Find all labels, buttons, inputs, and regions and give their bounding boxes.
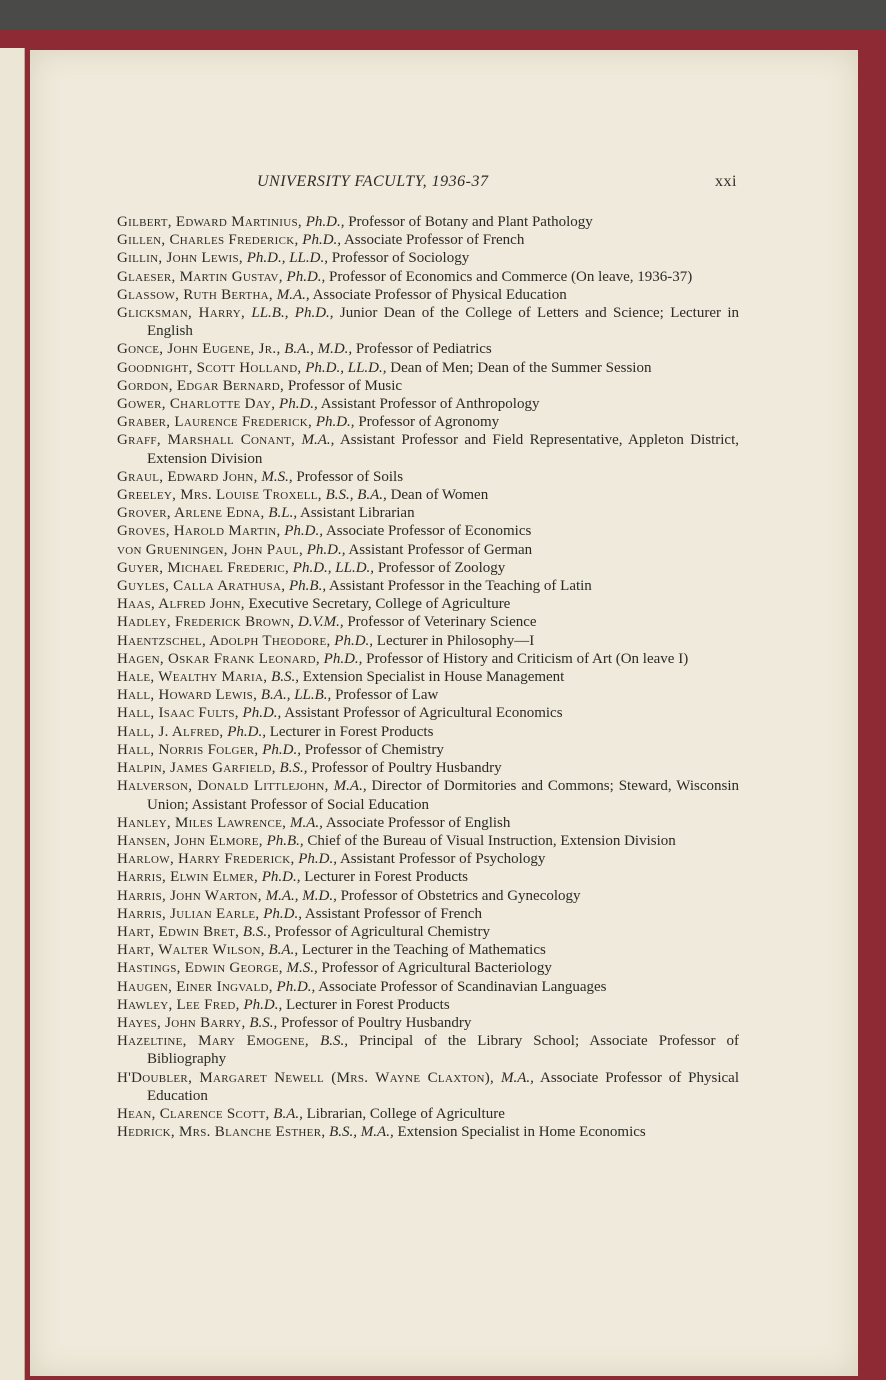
faculty-degree: Ph.B., <box>266 832 304 849</box>
faculty-degree: Ph.B., <box>289 578 327 595</box>
faculty-entry <box>117 632 739 650</box>
faculty-entry <box>117 577 739 595</box>
running-header <box>257 173 737 191</box>
faculty-entry <box>117 850 739 868</box>
faculty-position: Dean of Women <box>390 487 489 504</box>
faculty-name: Haas, Alfred John, <box>117 596 245 613</box>
faculty-position: Lecturer in Forest Products <box>269 723 434 740</box>
faculty-position: Principal of the Library School; Associate Professor of Bibliography <box>147 1033 740 1068</box>
faculty-name: H'Doubler, Margaret Newell (Mrs. Wayne Claxton), <box>117 1069 495 1086</box>
faculty-entry <box>117 832 739 850</box>
faculty-name: Gillen, Charles Frederick, <box>117 232 299 249</box>
faculty-position: Lecturer in Forest Products <box>285 996 450 1013</box>
faculty-name: Guyer, Michael Frederic, <box>117 559 290 576</box>
faculty-entry <box>117 650 739 668</box>
faculty-name: Gilbert, Edward Martinius, <box>117 214 302 230</box>
faculty-position: Professor of Veterinary Science <box>347 614 537 631</box>
faculty-position: Associate Professor of Physical Education <box>312 286 567 303</box>
faculty-degree: Ph.D., <box>306 541 346 558</box>
faculty-position: Director of Dormitories and Commons; Steward, Wisconsin Union; Assistant Professor of Social Education <box>147 778 740 813</box>
faculty-degree: Ph.D., <box>227 723 266 740</box>
faculty-name: Hawley, Lee Fred, <box>117 996 240 1013</box>
faculty-position: Professor of Music <box>287 377 403 394</box>
faculty-name: Halpin, James Garfield, <box>117 760 276 777</box>
faculty-entry <box>117 413 739 431</box>
faculty-degree: M.S., <box>261 468 293 485</box>
faculty-entry <box>117 468 739 486</box>
faculty-name: Harris, Julian Earle, <box>117 905 260 922</box>
faculty-name: Harlow, Harry Frederick, <box>117 851 295 868</box>
faculty-degree: B.S., <box>242 923 271 940</box>
faculty-entry <box>117 905 739 923</box>
faculty-position: Professor of Agricultural Bacteriology <box>321 960 552 977</box>
faculty-entry <box>117 231 739 249</box>
faculty-degree: Ph.D., <box>242 705 282 722</box>
faculty-entry <box>117 759 739 777</box>
faculty-name: Hale, Wealthy Maria, <box>117 669 268 686</box>
faculty-entry <box>117 1069 739 1105</box>
faculty-name: Hadley, Frederick Brown, <box>117 614 295 631</box>
faculty-entry <box>117 923 739 941</box>
faculty-degree: B.S., <box>249 1014 278 1031</box>
faculty-name: Graff, Marshall Conant, <box>117 432 296 449</box>
faculty-position: Professor of Soils <box>296 468 404 485</box>
faculty-name: Hean, Clarence Scott, <box>117 1105 270 1122</box>
faculty-name: Hastings, Edwin George, <box>117 960 283 977</box>
faculty-position: Associate Professor of Economics <box>325 523 532 540</box>
faculty-entry <box>117 868 739 886</box>
faculty-position: Chief of the Bureau of Visual Instruction, Extension Division <box>307 832 676 849</box>
faculty-entry <box>117 814 739 832</box>
faculty-name: Haentzschel, Adolph Theodore, <box>117 632 331 649</box>
faculty-entry <box>117 522 739 540</box>
page-title: UNIVERSITY FACULTY, 1936-37 <box>257 173 489 190</box>
faculty-degree: B.L., <box>268 505 298 522</box>
faculty-degree: Ph.D., <box>243 996 283 1013</box>
faculty-entry <box>117 996 739 1014</box>
faculty-degree: Ph.D., <box>302 232 342 249</box>
faculty-entry <box>117 249 739 267</box>
faculty-name: Glaeser, Martin Gustav, <box>117 268 283 285</box>
faculty-position: Professor of Poultry Husbandry <box>281 1014 472 1031</box>
faculty-position: Assistant Professor of German <box>348 541 533 558</box>
faculty-name: Goodnight, Scott Holland, <box>117 359 302 376</box>
faculty-position: Assistant Professor of Psychology <box>339 851 546 868</box>
faculty-degree: B.A., <box>273 1105 303 1122</box>
faculty-degree: Ph.D., <box>261 869 301 886</box>
faculty-name: Hazeltine, Mary Emogene, <box>117 1033 309 1050</box>
faculty-degree: Ph.D., <box>315 414 355 431</box>
faculty-position: Professor of Agronomy <box>358 414 500 431</box>
faculty-position: Professor of History and Criticism of Art (On leave I) <box>366 650 689 667</box>
faculty-entry <box>117 723 739 741</box>
faculty-degree: M.A., <box>301 432 335 449</box>
faculty-position: Professor of Pediatrics <box>355 341 492 358</box>
faculty-name: Hart, Walter Wilson, <box>117 942 265 959</box>
left-page-edge <box>0 48 25 1380</box>
faculty-name: Gower, Charlotte Day, <box>117 396 276 413</box>
faculty-name: Graul, Edward John, <box>117 468 258 485</box>
faculty-name: Hall, J. Alfred, <box>117 723 224 740</box>
faculty-degree: Ph.D., LL.D., <box>292 559 375 576</box>
faculty-entry <box>117 1123 739 1141</box>
faculty-entry <box>117 941 739 959</box>
faculty-name: Halverson, Donald Littlejohn, <box>117 778 329 795</box>
faculty-degree: Ph.D., <box>284 523 323 540</box>
faculty-name: Glassow, Ruth Bertha, <box>117 286 273 303</box>
faculty-name: Gillin, John Lewis, <box>117 250 243 267</box>
faculty-degree: Ph.D., <box>334 632 374 649</box>
page-number: xxi <box>715 173 737 190</box>
faculty-name: Gonce, John Eugene, Jr., <box>117 341 281 358</box>
faculty-position: Assistant Professor of French <box>304 905 482 922</box>
faculty-name: Graber, Laurence Frederick, <box>117 414 313 431</box>
faculty-position: Professor of Poultry Husbandry <box>311 760 502 777</box>
faculty-name: Grover, Arlene Edna, <box>117 505 265 522</box>
faculty-position: Associate Professor of English <box>325 814 511 831</box>
faculty-entry <box>117 504 739 522</box>
faculty-degree: B.S., <box>271 669 299 686</box>
faculty-name: von Grueningen, John Paul, <box>117 541 303 558</box>
faculty-position: Professor of Zoology <box>377 559 506 576</box>
faculty-entry <box>117 777 739 813</box>
faculty-position: Professor of Economics and Commerce (On leave, 1936-37) <box>329 268 693 285</box>
faculty-entry <box>117 1105 739 1123</box>
faculty-entry <box>117 704 739 722</box>
faculty-name: Harris, Elwin Elmer, <box>117 869 259 886</box>
faculty-entry <box>117 613 739 631</box>
faculty-entry <box>117 595 739 613</box>
faculty-position: Extension Specialist in House Management <box>302 669 565 686</box>
faculty-name: Hart, Edwin Bret, <box>117 923 240 940</box>
faculty-name: Hedrick, Mrs. Blanche Esther, <box>117 1124 326 1141</box>
faculty-position: Assistant Professor of Agricultural Economics <box>284 705 563 722</box>
faculty-degree: M.A., <box>276 286 310 303</box>
faculty-position: Professor of Sociology <box>331 250 470 267</box>
faculty-degree: Ph.D., <box>286 268 326 285</box>
faculty-position: Associate Professor of Physical Education <box>147 1069 740 1104</box>
faculty-entry <box>117 431 739 467</box>
faculty-degree: LL.B., Ph.D., <box>251 305 334 322</box>
faculty-degree: Ph.D., <box>298 851 337 868</box>
faculty-degree: B.A., <box>268 942 299 959</box>
faculty-position: Professor of Agricultural Chemistry <box>274 923 490 940</box>
faculty-position: Dean of Men; Dean of the Summer Session <box>390 359 652 376</box>
faculty-degree: Ph.D., <box>323 650 363 667</box>
faculty-entry <box>117 1032 739 1068</box>
faculty-position: Assistant Professor of Anthropology <box>320 396 540 413</box>
faculty-degree: M.A., <box>289 814 323 831</box>
faculty-position: Lecturer in the Teaching of Mathematics <box>301 942 546 959</box>
faculty-entry <box>117 304 739 340</box>
faculty-degree: M.A., <box>501 1069 534 1086</box>
faculty-degree: D.V.M., <box>298 614 344 631</box>
faculty-entry <box>117 395 739 413</box>
faculty-name: Harris, John Warton, <box>117 887 262 904</box>
faculty-name: Hall, Norris Folger, <box>117 741 259 758</box>
faculty-entry <box>117 559 739 577</box>
faculty-position: Lecturer in Forest Products <box>304 869 468 886</box>
faculty-entry <box>117 959 739 977</box>
faculty-degree: Ph.D., <box>262 741 301 758</box>
faculty-entry <box>117 340 739 358</box>
faculty-entry <box>117 887 739 905</box>
faculty-degree: B.S., <box>320 1033 348 1050</box>
faculty-position: Associate Professor of Scandinavian Languages <box>318 978 607 995</box>
faculty-name: Hagen, Oskar Frank Leonard, <box>117 650 320 667</box>
faculty-name: Greeley, Mrs. Louise Troxell, <box>117 487 322 504</box>
faculty-position: Assistant Librarian <box>300 505 415 522</box>
faculty-degree: B.A., M.D., <box>284 341 353 358</box>
faculty-name: Hayes, John Barry, <box>117 1014 246 1031</box>
faculty-position: Associate Professor of French <box>343 232 525 249</box>
faculty-list <box>117 213 739 1141</box>
faculty-entry <box>117 978 739 996</box>
faculty-name: Hansen, John Elmore, <box>117 832 263 849</box>
faculty-position: Librarian, College of Agriculture <box>306 1105 505 1122</box>
faculty-degree: Ph.D., <box>263 905 302 922</box>
faculty-entry <box>117 213 739 231</box>
faculty-degree: Ph.D., <box>276 978 316 995</box>
faculty-name: Hall, Howard Lewis, <box>117 687 258 704</box>
faculty-position: Professor of Obstetrics and Gynecology <box>340 887 581 904</box>
faculty-entry <box>117 686 739 704</box>
faculty-entry <box>117 268 739 286</box>
faculty-position: Executive Secretary, College of Agriculture <box>248 596 511 613</box>
faculty-position: Assistant Professor and Field Representative, Appleton District, Extension Division <box>147 432 740 467</box>
faculty-entry <box>117 377 739 395</box>
faculty-name: Haugen, Einer Ingvald, <box>117 978 273 995</box>
faculty-entry <box>117 486 739 504</box>
faculty-position: Professor of Botany and Plant Pathology <box>348 214 593 230</box>
faculty-entry <box>117 1014 739 1032</box>
faculty-position: Professor of Law <box>335 687 439 704</box>
faculty-name: Hanley, Miles Lawrence, <box>117 814 287 831</box>
faculty-degree: M.A., M.D., <box>265 887 337 904</box>
faculty-degree: B.S., <box>279 760 308 777</box>
faculty-name: Guyles, Calla Arathusa, <box>117 578 286 595</box>
faculty-degree: M.A., <box>333 778 367 795</box>
faculty-degree: Ph.D., <box>279 396 318 413</box>
faculty-degree: Ph.D., LL.D., <box>246 250 328 267</box>
faculty-position: Junior Dean of the College of Letters and Science; Lecturer in English <box>147 305 739 340</box>
faculty-entry <box>117 668 739 686</box>
faculty-degree: B.A., LL.B., <box>260 687 332 704</box>
faculty-degree: Ph.D., <box>305 214 345 230</box>
faculty-entry <box>117 541 739 559</box>
faculty-entry <box>117 286 739 304</box>
faculty-position: Extension Specialist in Home Economics <box>397 1124 646 1141</box>
faculty-entry <box>117 741 739 759</box>
faculty-name: Glicksman, Harry, <box>117 305 246 322</box>
faculty-name: Gordon, Edgar Bernard, <box>117 377 285 394</box>
faculty-name: Groves, Harold Martin, <box>117 523 281 540</box>
faculty-degree: Ph.D., LL.D., <box>305 359 387 376</box>
faculty-degree: B.S., B.A., <box>325 487 387 504</box>
faculty-position: Assistant Professor in the Teaching of Latin <box>329 578 592 595</box>
faculty-degree: B.S., M.A., <box>329 1124 394 1141</box>
faculty-degree: M.S., <box>286 960 318 977</box>
faculty-entry <box>117 359 739 377</box>
faculty-position: Professor of Chemistry <box>304 741 444 758</box>
faculty-name: Hall, Isaac Fults, <box>117 705 239 722</box>
faculty-position: Lecturer in Philosophy—I <box>376 632 535 649</box>
